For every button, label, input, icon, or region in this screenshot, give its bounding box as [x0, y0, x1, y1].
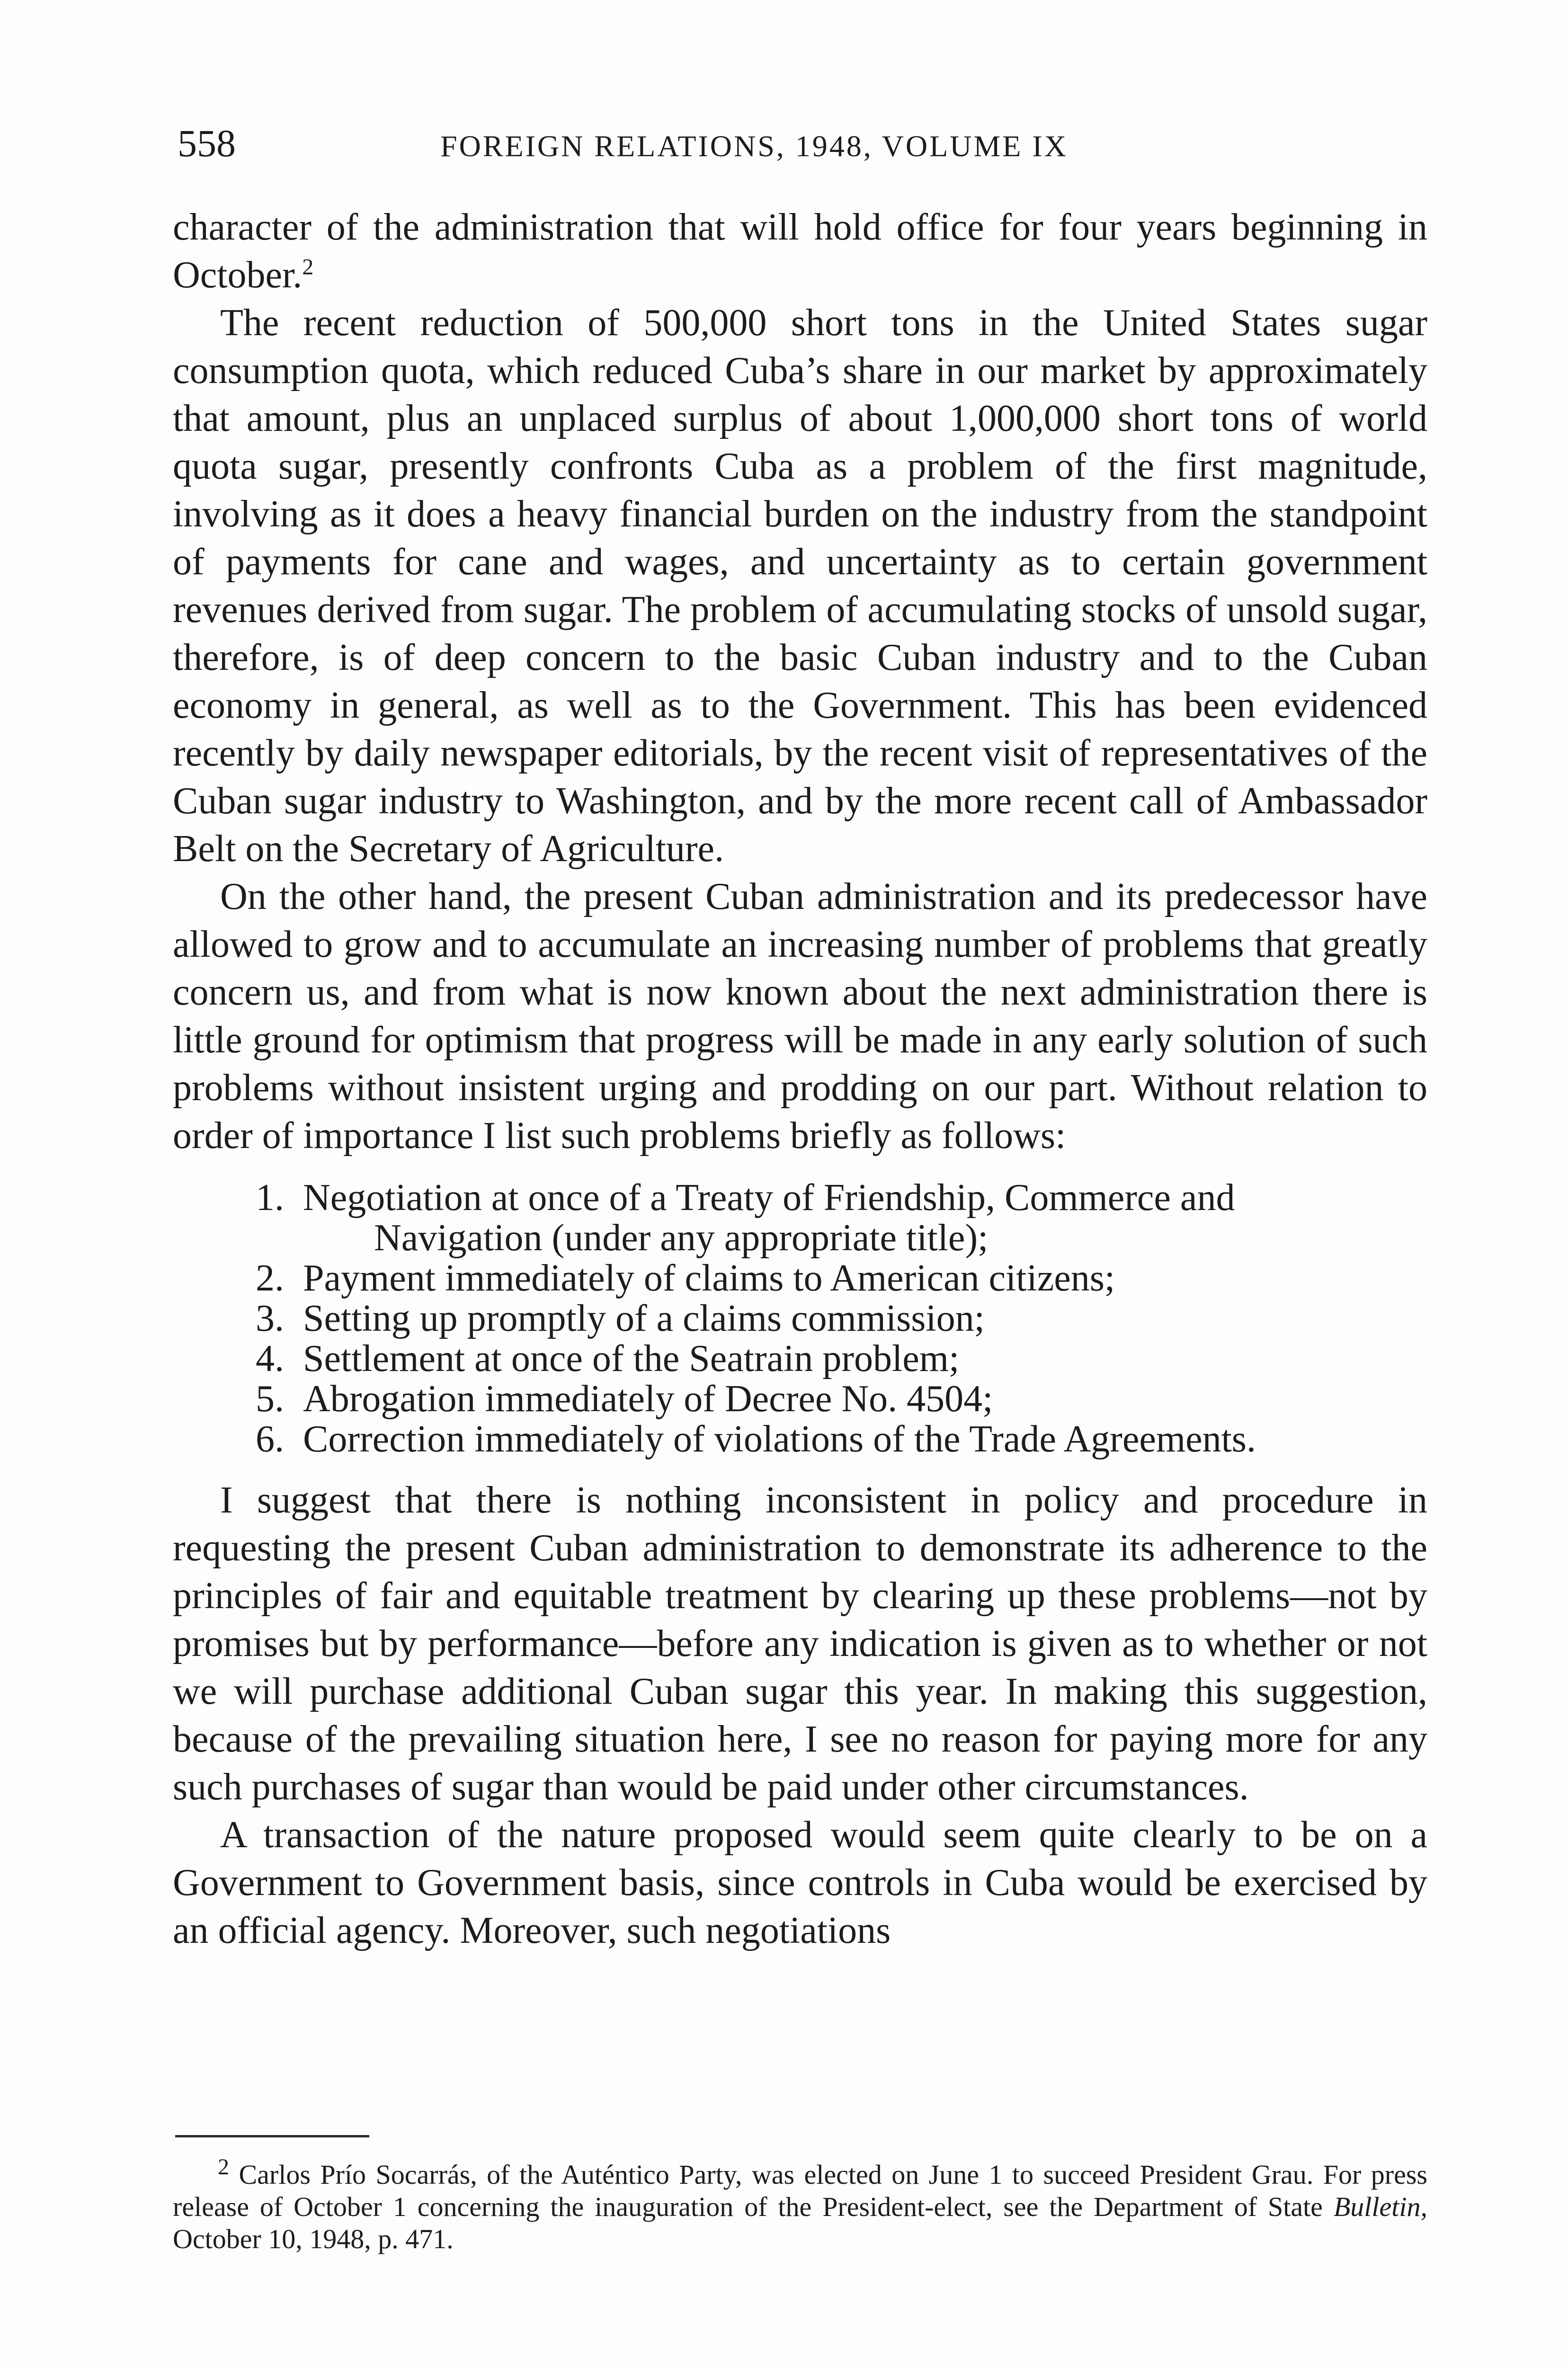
footnote-citation: October 10, 1948, p. 471. [173, 2224, 454, 2254]
list-item [256, 1299, 1427, 1339]
list-item-text: Abrogation immediately of Decree No. 4504; [303, 1378, 993, 1420]
list-item [256, 1258, 1427, 1299]
footnote-italic-title: Bulletin, [1333, 2191, 1427, 2222]
footnote-mark: 2 [218, 2154, 229, 2180]
list-item-text: Setting up promptly of a claims commission; [303, 1298, 985, 1339]
list-item-text: Negotiation at once of a Treaty of Friendship, Commerce and [303, 1177, 1235, 1219]
paragraph-1-text: character of the administration that will hold office for four years beginning in October. [173, 206, 1427, 296]
list-item [256, 1419, 1427, 1459]
list-item-number: 2. [256, 1257, 284, 1299]
page-header [178, 117, 1432, 169]
running-head: FOREIGN RELATIONS, 1948, VOLUME IX [440, 129, 1068, 163]
paragraph-3: On the other hand, the present Cuban administration and its predecessor have allowed to grow and to accumulate an increasing number of problems that greatly concern us, and from what is now known about the next administration there is little ground for optimism that progress will be made in any early solution of such problems without insistent urging and prodding on our part. Without relation to order of importance I list such problems briefly as follows: [173, 876, 1427, 1157]
list-item-number: 3. [256, 1298, 284, 1339]
list-item [256, 1379, 1427, 1419]
paragraph-1 [173, 204, 1427, 299]
list-item-text: Settlement at once of the Seatrain problem; [303, 1338, 960, 1379]
list-item-number: 4. [256, 1338, 284, 1379]
body-text [173, 204, 1427, 1955]
list-item-number: 5. [256, 1378, 284, 1420]
list-item-text: Payment immediately of claims to American citizens; [303, 1257, 1115, 1299]
list-item-number: 1. [256, 1177, 284, 1219]
list-item [256, 1178, 1427, 1258]
list-item-text: Correction immediately of violations of the Trade Agreements. [303, 1418, 1256, 1460]
paragraph-5: A transaction of the nature proposed would seem quite clearly to be on a Government to Government basis, since controls in Cuba would be exercised by an official agency. Moreover, such negotiations [173, 1814, 1427, 1951]
problem-list [173, 1178, 1427, 1459]
paragraph-4: I suggest that there is nothing inconsistent in policy and procedure in requesting the present Cuban administration to demonstrate its adherence to the principles of fair and equitable treatment by clearing up these problems—not by promises but by performance—before any indication is given as to whether or not we will purchase additional Cuban sugar this year. In making this suggestion, because of the prevailing situation here, I see no reason for paying more for any such purchases of sugar than would be paid under other circumstances. [173, 1479, 1427, 1808]
paragraph-2: The recent reduction of 500,000 short tons in the United States sugar consumption quota, which reduced Cuba’s share in our market by approximately that amount, plus an unplaced surplus of about 1,000,000 short tons of world quota sugar, presently confronts Cuba as a problem of the first magnitude, involving as it does a heavy financial burden on the industry from the standpoint of payments for cane and wages, and uncertainty as to certain government revenues derived from sugar. The problem of accumulating stocks of unsold sugar, therefore, is of deep concern to the basic Cuban industry and to the Cuban economy in general, as well as to the Government. This has been evidenced recently by daily newspaper editorials, by the recent visit of representatives of the Cuban sugar industry to Washington, and by the more recent call of Ambassador Belt on the Secretary of Agriculture. [173, 302, 1427, 870]
footnote-divider [175, 2135, 369, 2137]
list-item-continuation: Navigation (under any appropriate title); [374, 1217, 989, 1259]
footnote [173, 2154, 1427, 2255]
footnote-reference: 2 [302, 254, 314, 280]
list-item [256, 1339, 1427, 1379]
footnote-text: Carlos Prío Socarrás, of the Auténtico Party, was elected on June 1 to succeed President Grau. For press release of October 1 concerning the inauguration of the President-elect, see the Department of State [173, 2159, 1427, 2222]
page-number: 558 [178, 122, 236, 165]
list-item-number: 6. [256, 1418, 284, 1460]
